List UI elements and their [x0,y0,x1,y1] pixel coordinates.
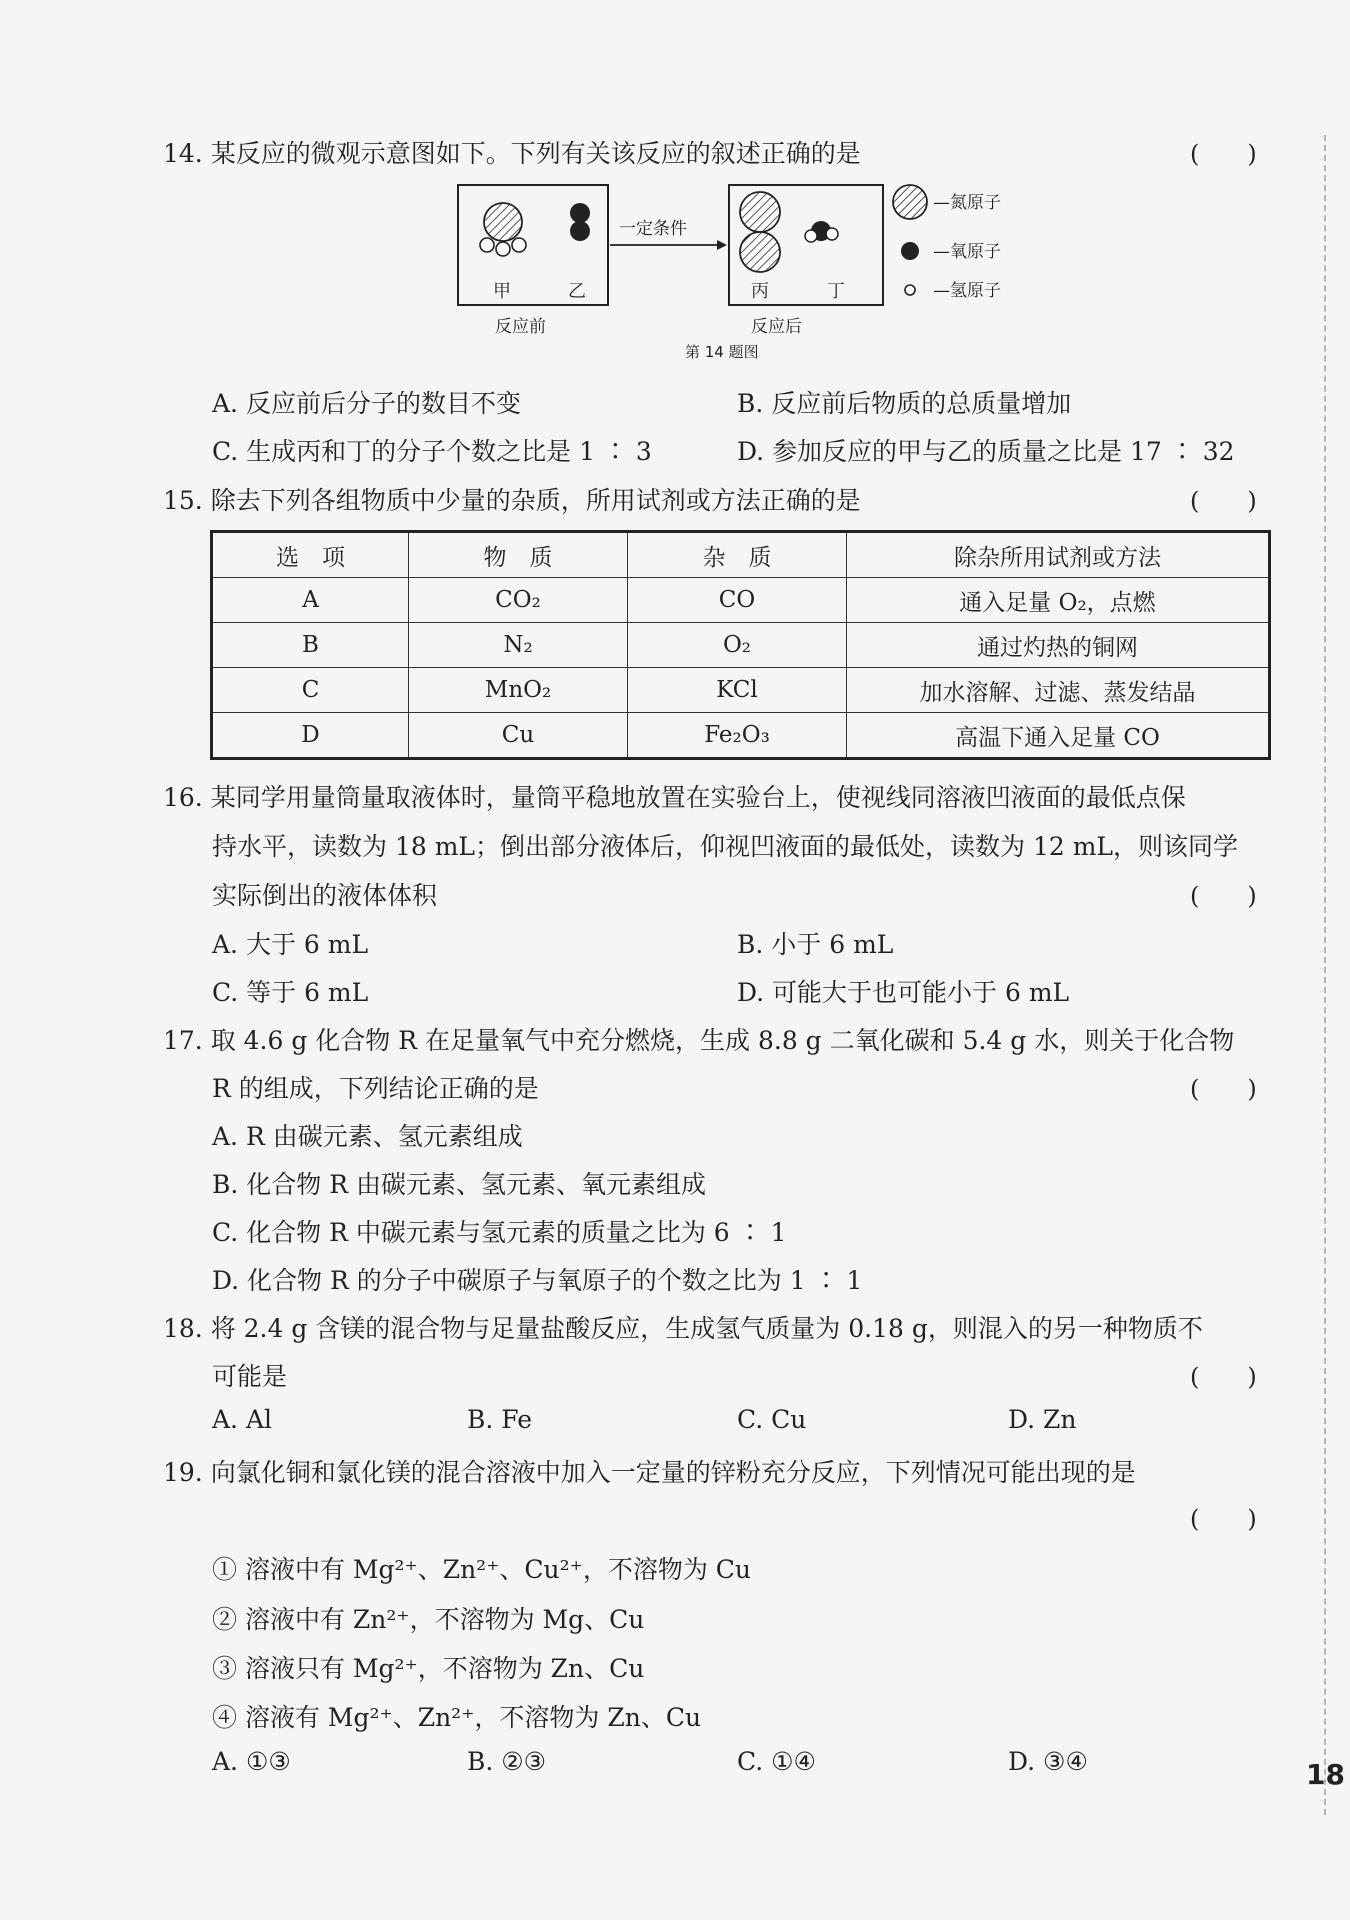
table-header-row [212,532,1270,578]
cell: O₂ [628,623,847,668]
legend-nitrogen: —氮原子 [933,193,1001,213]
cell: C [212,668,409,713]
q16-option-b: B. 小于 6 mL [737,930,894,959]
cell: KCl [628,668,847,713]
q17-line2: R 的组成，下列结论正确的是 [212,1074,539,1103]
q19-item-2: ② 溶液中有 Zn²⁺，不溶物为 Mg、Cu [212,1605,645,1634]
cell: A [212,578,409,623]
q17-option-b: B. 化合物 R 由碳元素、氢元素、氧元素组成 [212,1170,706,1199]
cell: 通过灼热的铜网 [847,623,1270,668]
q17-line1: 17. 取 4.6 g 化合物 R 在足量氧气中充分燃烧，生成 8.8 g 二氧化碳和 5.4 g 水，则关于化合物 [163,1026,1235,1055]
label-bing: 丙 [751,281,769,302]
q17-option-d: D. 化合物 R 的分子中碳原子与氧原子的个数之比为 1 ∶ 1 [212,1266,863,1295]
table-row [212,623,1270,668]
q19-item-1: ① 溶液中有 Mg²⁺、Zn²⁺、Cu²⁺，不溶物为 Cu [212,1555,752,1584]
q16-line1: 16. 某同学用量筒量取液体时，量筒平稳地放置在实验台上，使视线同溶液凹液面的最低点保 [163,783,1186,812]
cell: D [212,713,409,759]
q19-stem: 19. 向氯化铜和氯化镁的混合溶液中加入一定量的锌粉充分反应，下列情况可能出现的是 [163,1458,1136,1487]
table-row [212,578,1270,623]
header-impurity: 杂 质 [628,532,847,578]
q14-option-d: D. 参加反应的甲与乙的质量之比是 17 ∶ 32 [737,437,1235,466]
q18-option-d: D. Zn [1008,1405,1077,1434]
cell: MnO₂ [409,668,628,713]
cell: Cu [409,713,628,759]
cell: B [212,623,409,668]
q19-option-a: A. ①③ [212,1747,291,1776]
q14-option-a: A. 反应前后分子的数目不变 [212,389,521,418]
header-substance: 物 质 [409,532,628,578]
cell: N₂ [409,623,628,668]
header-method: 除杂所用试剂或方法 [847,532,1270,578]
q19-option-c: C. ①④ [737,1747,816,1776]
legend-hydrogen: —氢原子 [933,281,1001,301]
q18-option-c: C. Cu [737,1405,807,1434]
q19-item-4: ④ 溶液有 Mg²⁺、Zn²⁺，不溶物为 Zn、Cu [212,1703,702,1732]
q16-option-c: C. 等于 6 mL [212,978,369,1007]
table-row [212,668,1270,713]
table-row [212,713,1270,759]
q14-option-b: B. 反应前后物质的总质量增加 [737,389,1072,418]
q16-option-d: D. 可能大于也可能小于 6 mL [737,978,1070,1007]
cell: 通入足量 O₂，点燃 [847,578,1270,623]
q14-stem: 14. 某反应的微观示意图如下。下列有关该反应的叙述正确的是 [163,139,861,168]
page-number: 18 [1306,1758,1345,1791]
figure-caption: 第 14 题图 [685,343,759,361]
q16-option-a: A. 大于 6 mL [212,930,369,959]
header-option: 选 项 [212,532,409,578]
cell: CO₂ [409,578,628,623]
q16-line2: 持水平，读数为 18 mL；倒出部分液体后，仰视凹液面的最低处，读数为 12 mL，则该同学 [212,832,1239,861]
cell: 加水溶解、过滤、蒸发结晶 [847,668,1270,713]
cell: CO [628,578,847,623]
q18-answer-paren: ( ) [1190,1363,1257,1391]
after-caption: 反应后 [751,317,802,337]
q15-answer-paren: ( ) [1190,487,1257,515]
q18-line2: 可能是 [212,1362,288,1391]
q19-item-3: ③ 溶液只有 Mg²⁺，不溶物为 Zn、Cu [212,1654,645,1683]
q17-option-a: A. R 由碳元素、氢元素组成 [212,1122,523,1151]
q15-stem: 15. 除去下列各组物质中少量的杂质，所用试剂或方法正确的是 [163,486,861,515]
q14-answer-paren: ( ) [1190,140,1257,168]
before-caption: 反应前 [495,317,546,337]
q14-reaction-diagram [455,182,1015,362]
q17-option-c: C. 化合物 R 中碳元素与氢元素的质量之比为 6 ∶ 1 [212,1218,787,1247]
q14-option-c: C. 生成丙和丁的分子个数之比是 1 ∶ 3 [212,437,652,466]
q16-line3: 实际倒出的液体体积 [212,881,438,910]
binding-dashed-line [1324,135,1326,1815]
q17-answer-paren: ( ) [1190,1075,1257,1103]
label-yi: 乙 [568,281,586,302]
cell: Fe₂O₃ [628,713,847,759]
cell: 高温下通入足量 CO [847,713,1270,759]
q19-option-d: D. ③④ [1008,1747,1088,1776]
legend-oxygen: —氧原子 [933,242,1001,262]
q18-option-a: A. Al [212,1405,272,1434]
q19-answer-paren: ( ) [1190,1505,1257,1533]
q15-table [210,530,1271,760]
q16-answer-paren: ( ) [1190,882,1257,910]
q18-line1: 18. 将 2.4 g 含镁的混合物与足量盐酸反应，生成氢气质量为 0.18 g，则混入的另一种物质不 [163,1314,1203,1343]
arrow-condition-label: 一定条件 [619,219,687,239]
label-jia: 甲 [493,281,511,302]
label-ding: 丁 [827,281,845,302]
q19-option-b: B. ②③ [467,1747,547,1776]
q18-option-b: B. Fe [467,1405,533,1434]
